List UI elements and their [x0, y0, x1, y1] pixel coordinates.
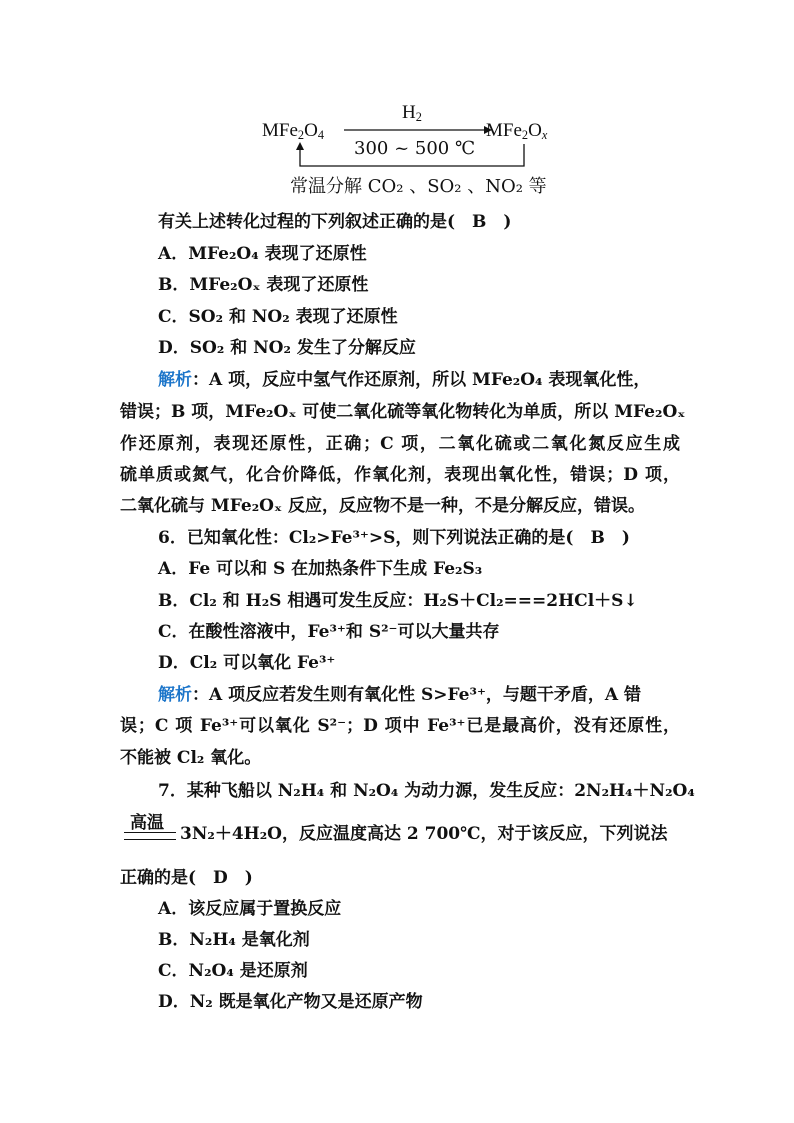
return-condition: 常温分解 CO₂ 、SO₂ 、NO₂ 等: [290, 176, 547, 197]
reactant-formula: $MFe_2O_4$: [262, 120, 324, 143]
q7-option-c: C．N₂O₄ 是还原剂: [158, 961, 308, 981]
q5-stem: 有关上述转化过程的下列叙述正确的是( B ): [158, 212, 512, 232]
q6-analysis-line-3: 不能被 Cl₂ 氧化。: [120, 748, 262, 768]
q6-analysis-line-2: 误；C 项 Fe³⁺可以氧化 S²⁻；D 项中 Fe³⁺已是最高价，没有还原性，: [120, 716, 680, 736]
q6-option-a: A．Fe 可以和 S 在加热条件下生成 Fe₂S₃: [158, 559, 483, 579]
q5-analysis-line-3: 作还原剂，表现还原性，正确；C 项，二氧化硫或二氧化氮反应生成: [120, 434, 680, 454]
q6-option-c: C．在酸性溶液中，Fe³⁺和 S²⁻可以大量共存: [158, 622, 500, 642]
equals-sign: [124, 832, 176, 840]
arrow-condition: 300 ~ 500 ℃: [354, 138, 476, 159]
reaction-cycle-diagram: [262, 100, 582, 200]
q6-option-b: B．Cl₂ 和 H₂S 相遇可发生反应：H₂S＋Cl₂===2HCl＋S↓: [158, 591, 638, 611]
q5-option-d: D．SO₂ 和 NO₂ 发生了分解反应: [158, 338, 416, 358]
q7-option-b: B．N₂H₄ 是氧化剂: [158, 930, 310, 950]
arrow-reagent: $H_2$: [402, 102, 422, 125]
analysis-label: 解析: [158, 370, 192, 390]
q5-option-c: C．SO₂ 和 NO₂ 表现了还原性: [158, 307, 398, 327]
q5-analysis-line-5: 二氧化硫与 MFe₂Oₓ 反应，反应物不是一种，不是分解反应，错误。: [120, 496, 645, 516]
analysis-label: 解析: [158, 685, 192, 705]
q7-stem-line-2: 3N₂＋4H₂O，反应温度高达 2 700℃，对于该反应，下列说法: [180, 824, 668, 844]
product-formula: $MFe_2O_x$: [486, 120, 548, 143]
q5-option-b: B．MFe₂Oₓ 表现了还原性: [158, 275, 369, 295]
q5-option-a: A．MFe₂O₄ 表现了还原性: [158, 244, 367, 264]
reaction-condition: 高温: [130, 813, 164, 833]
q5-analysis-line-2: 错误；B 项，MFe₂Oₓ 可使二氧化硫等氧化物转化为单质，所以 MFe₂Oₓ: [120, 402, 686, 422]
q7-option-d: D．N₂ 既是氧化产物又是还原产物: [158, 992, 423, 1012]
q7-stem-line-3: 正确的是( D ): [120, 868, 253, 888]
q5-analysis-line-4: 硫单质或氮气，化合价降低，作氧化剂，表现出氧化性，错误；D 项，: [120, 465, 680, 485]
q5-analysis-line-1: 解析：A 项，反应中氢气作还原剂，所以 MFe₂O₄ 表现氧化性，: [158, 370, 651, 390]
q6-option-d: D．Cl₂ 可以氧化 Fe³⁺: [158, 653, 336, 673]
q7-stem-line-1: 7．某种飞船以 N₂H₄ 和 N₂O₄ 为动力源，发生反应：2N₂H₄＋N₂O₄: [158, 781, 695, 801]
q6-analysis-line-1: 解析：A 项反应若发生则有氧化性 S>Fe³⁺，与题干矛盾，A 错: [158, 685, 642, 705]
q6-stem: 6．已知氧化性：Cl₂>Fe³⁺>S，则下列说法正确的是( B ): [158, 528, 630, 548]
q7-option-a: A．该反应属于置换反应: [158, 899, 342, 919]
